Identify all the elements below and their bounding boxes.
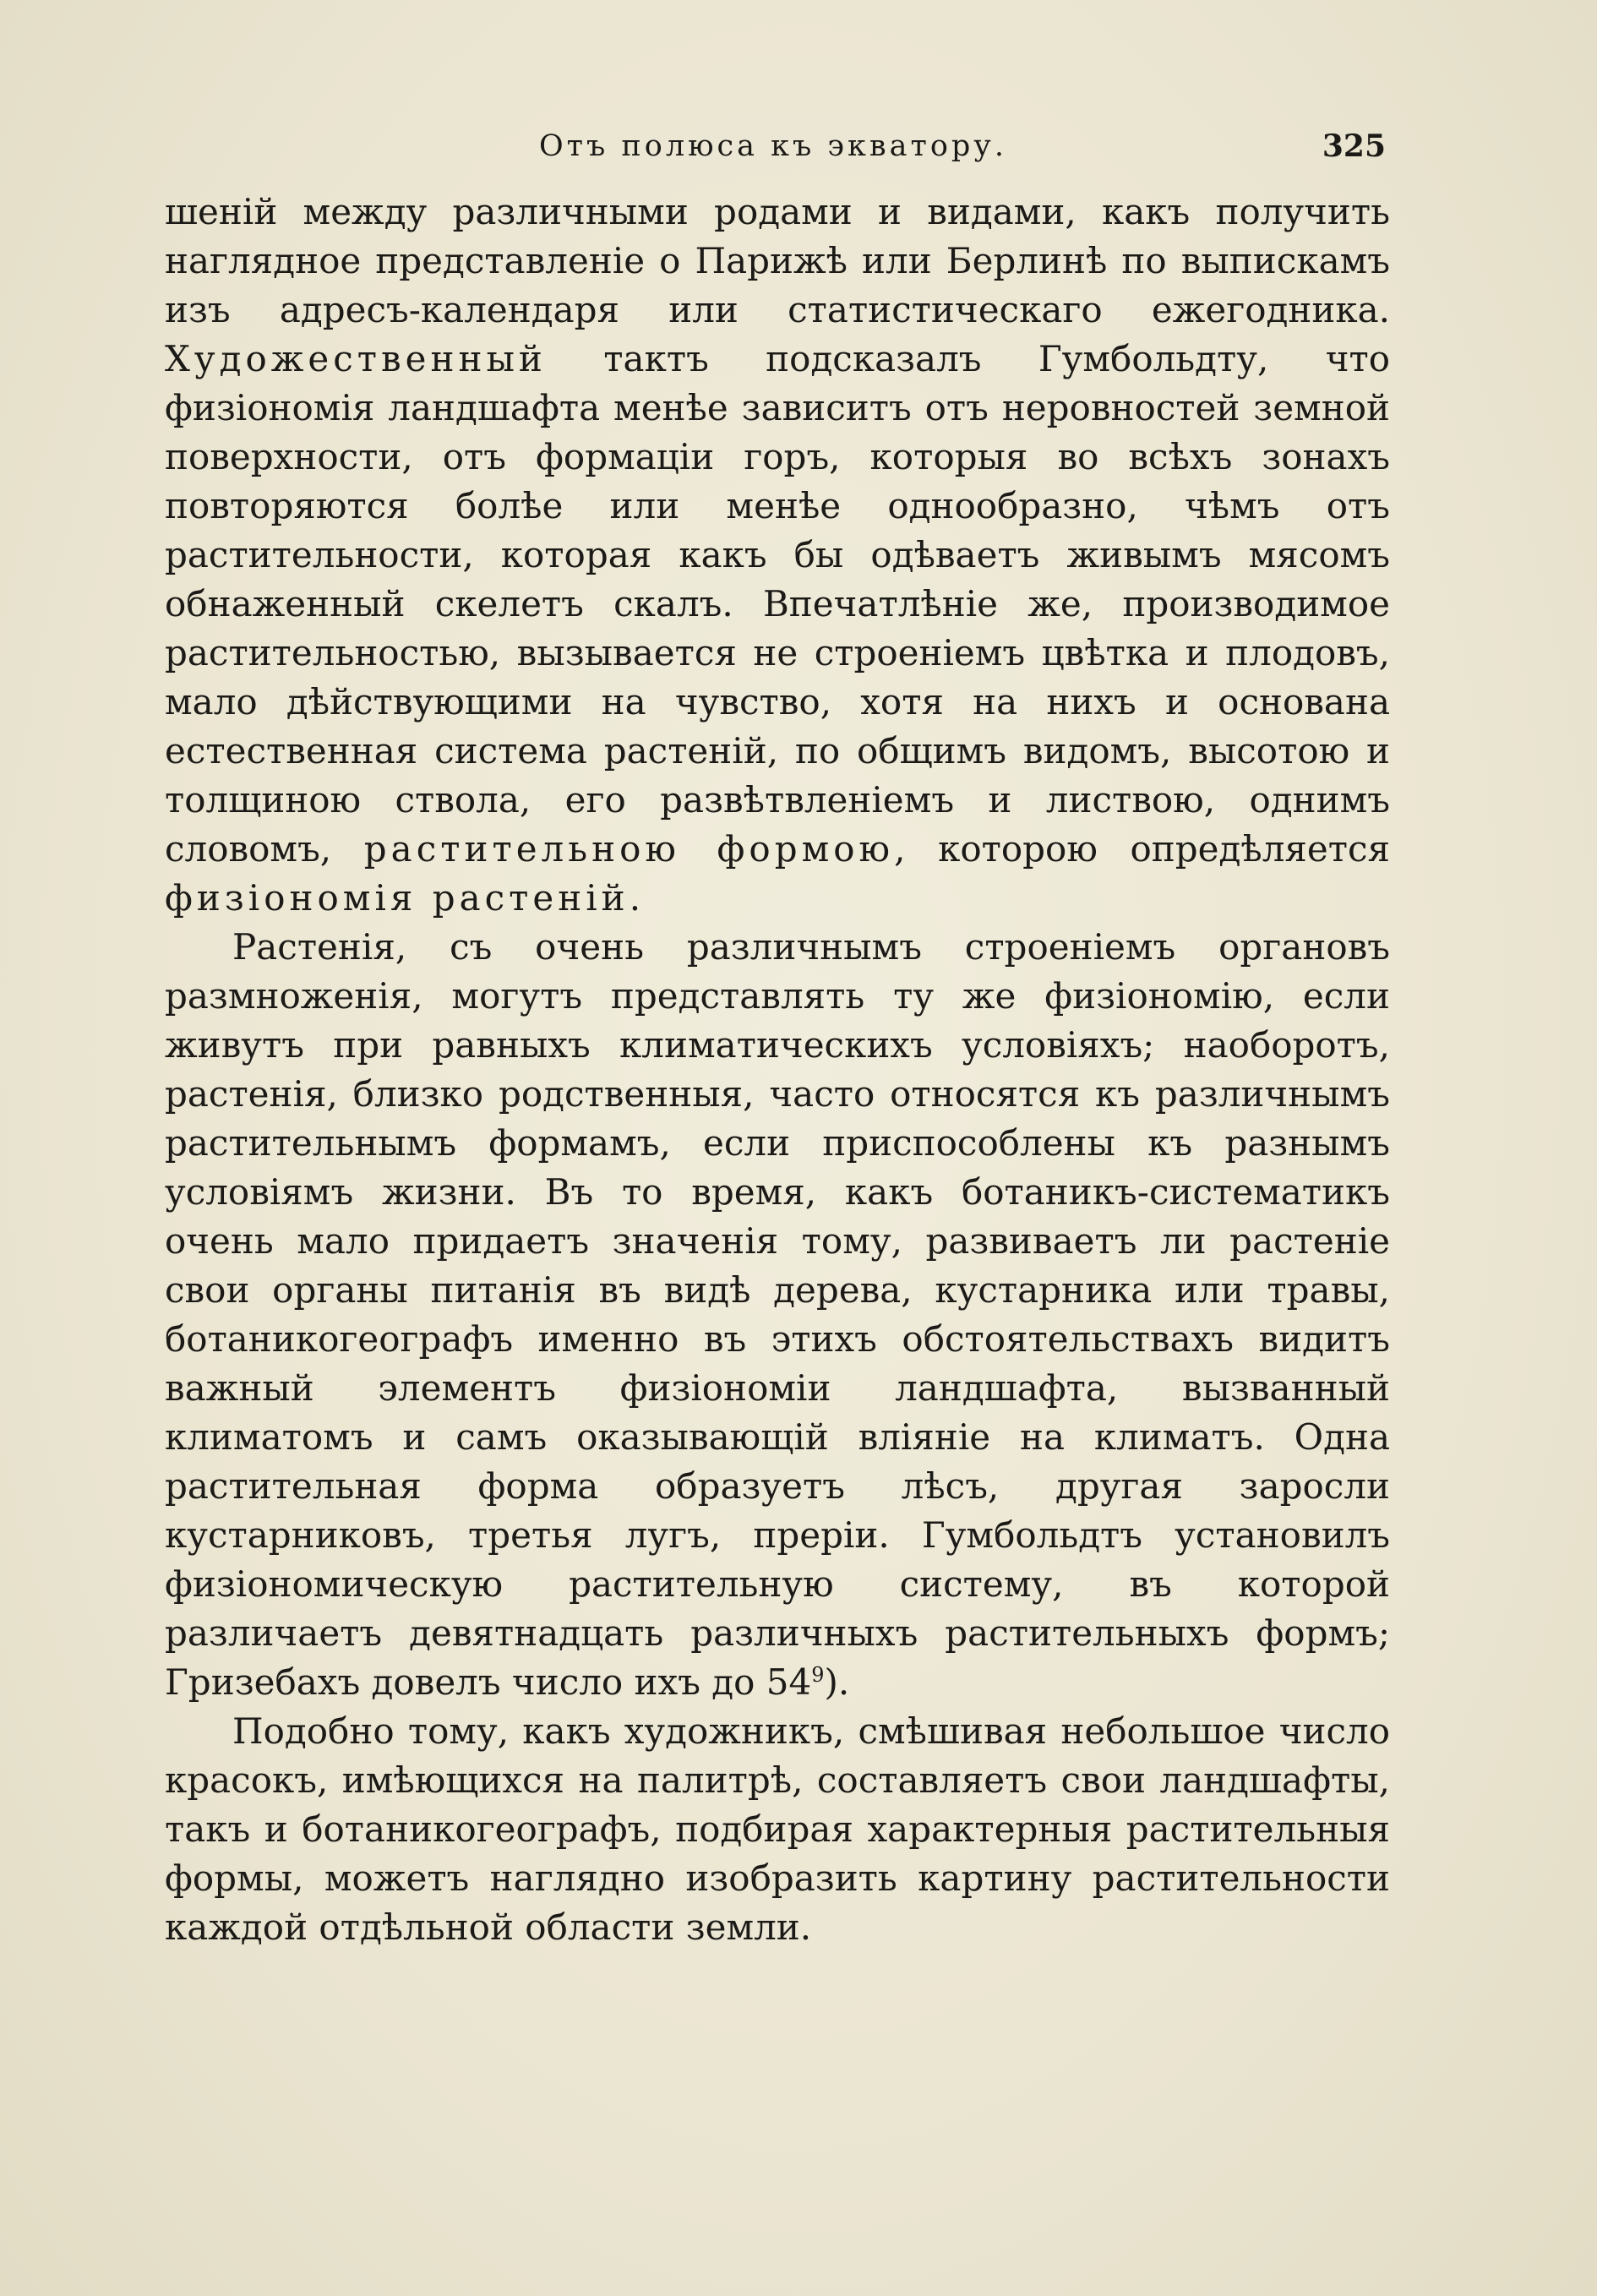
paragraph-1	[165, 188, 1390, 923]
paragraph-1-text-before: шеній между различными родами и видами, какъ получить наглядное представленіе о Парижѣ или Берлинѣ по выпискамъ изъ адресъ-календаря или статистическаго ежегодника.	[165, 191, 1390, 330]
paragraph-1-text-end: .	[629, 877, 641, 919]
page-number: 325	[1322, 128, 1386, 164]
paragraph-1-text-after: , которою опредѣляется	[894, 828, 1390, 870]
paragraph-1-spaced-2: растительною формою	[363, 828, 895, 870]
paragraph-1-spaced-1: Художественный	[165, 338, 547, 379]
running-title: Отъ полюса къ экватору.	[538, 129, 1008, 163]
paragraph-2-text: Растенія, съ очень различнымъ строеніемъ органовъ размноженія, могутъ представлять ту же физіономію, если живутъ при равныхъ климатическихъ условіяхъ; наоборотъ, растенія, близко родственныя, часто относятся къ различнымъ растительнымъ формамъ, если приспособлены къ разнымъ условіямъ жизни. Въ то время, какъ ботаникъ-систематикъ очень мало придаетъ значенія тому, развиваетъ ли растеніе свои органы питанія въ видѣ дерева, кустарника или травы, ботаникогеографъ именно въ этихъ обстоятельствахъ видитъ важный элементъ физіономіи ландшафта, вызванный климатомъ и самъ оказывающій вліяніе на климатъ. Одна растительная форма образуетъ лѣсъ, другая заросли кустарниковъ, третья лугъ, преріи. Гумбольдтъ установилъ физіономическую растительную систему, въ которой различаетъ девятнадцать различныхъ растительныхъ формъ; Гризебахъ довелъ число ихъ до 54	[165, 926, 1390, 1703]
paragraph-1-text-middle: тактъ подсказалъ Гумбольдту, что физіономія ландшафта менѣе зависитъ отъ неровностей земной поверхности, отъ формаціи горъ, которыя во всѣхъ зонахъ повторяются болѣе или менѣе однообразно, чѣмъ отъ растительности, которая какъ бы одѣваетъ живымъ мясомъ обнаженный скелетъ скалъ. Впечатлѣніе же, производимое растительностью, вызывается не строеніемъ цвѣтка и плодовъ, мало дѣйствующими на чувство, хотя на нихъ и основана естественная система растеній, по общимъ видомъ, высотою и толщиною ствола, его развѣтвленіемъ и листвою, однимъ словомъ,	[165, 338, 1390, 870]
footnote-marker: 9	[811, 1663, 825, 1687]
paragraph-3	[165, 1707, 1390, 1952]
paragraph-2-text-end: ).	[824, 1661, 850, 1703]
page-header	[161, 125, 1386, 167]
paragraph-2	[165, 923, 1390, 1707]
paragraph-1-spaced-3: физіономія растеній	[165, 877, 630, 919]
paragraph-3-text: Подобно тому, какъ художникъ, смѣшивая небольшое число красокъ, имѣющихся на палитрѣ, составляетъ свои ландшафты, такъ и ботаникогеографъ, подбирая характерныя растительныя формы, можетъ наглядно изобразить картину растительности каждой отдѣльной области земли.	[165, 1710, 1390, 1948]
body-text	[165, 188, 1390, 1952]
